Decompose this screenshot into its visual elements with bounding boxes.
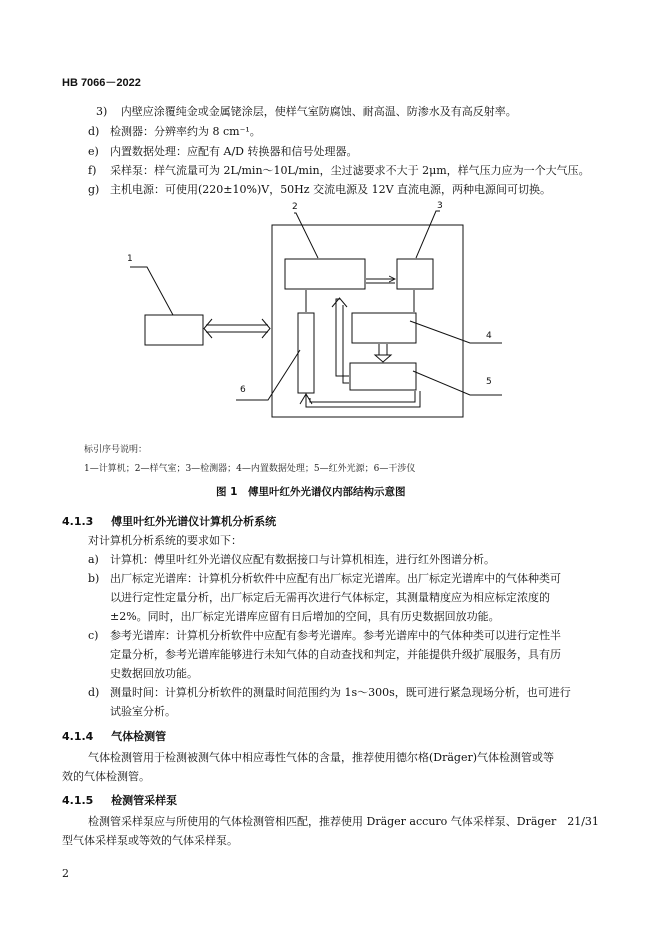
list-text: 参考光谱库：计算机分析软件中应配有参考光谱库。参考光谱库中的气体种类可以进行定性半 xyxy=(110,629,561,642)
paragraph-line: 型气体采样泵或等效的气体采样泵。 xyxy=(62,834,238,847)
paragraph-line: 效的气体检测管。 xyxy=(62,770,150,783)
section-title: 检测管采样泵 xyxy=(111,794,178,807)
list-item xyxy=(88,124,261,139)
list-text: 计算机：傅里叶红外光谱仪应配有数据接口与计算机相连，进行红外图谱分析。 xyxy=(110,553,495,566)
list-item xyxy=(88,163,590,178)
list-marker: a) xyxy=(88,553,99,566)
figure-caption: 图 1 傅里叶红外光谱仪内部结构示意图 xyxy=(216,486,406,498)
list-marker: b) xyxy=(88,572,100,585)
section-title: 气体检测管 xyxy=(111,730,167,743)
list-item xyxy=(88,685,571,700)
list-item xyxy=(88,628,561,643)
section-number: 4.1.5 xyxy=(62,794,94,807)
list-text: 史数据回放功能。 xyxy=(110,667,198,680)
label-6: 6 xyxy=(240,385,246,395)
list-marker: 3) xyxy=(96,105,108,118)
list-item xyxy=(88,552,495,567)
label-5: 5 xyxy=(486,377,492,387)
list-text: 主机电源：可使用(220±10%)V，50Hz 交流电源及 12V 直流电源，两种电源间可切换。 xyxy=(110,183,552,196)
list-marker: e) xyxy=(88,145,99,158)
paragraph-line: 气体检测管用于检测被测气体中相应毒性气体的含量，推荐使用德尔格(Dräger)气体检测管或等 xyxy=(88,751,555,764)
label-2: 2 xyxy=(292,202,298,212)
list-text: 以进行定性定量分析，出厂标定后无需再次进行气体标定，其测量精度应为相应标定浓度的 xyxy=(110,591,550,604)
detector-box xyxy=(397,259,433,289)
label-3: 3 xyxy=(437,201,443,211)
spectrometer-diagram xyxy=(0,195,662,445)
list-text: 采样泵：样气流量可为 2L/min～10L/min，尘过滤要求不大于 2μm，样气压力应为一个大气压。 xyxy=(110,164,590,177)
legend-title: 标引序号说明： xyxy=(84,445,148,455)
data-processing-box xyxy=(352,313,416,343)
section-number: 4.1.4 xyxy=(62,730,94,743)
ir-source-box xyxy=(350,363,416,390)
list-text: 出厂标定光谱库：计算机分析软件中应配有出厂标定光谱库。出厂标定光谱库中的气体种类可 xyxy=(110,572,561,585)
list-marker: d) xyxy=(88,125,100,138)
list-text: 内置数据处理：应配有 A/D 转换器和信号处理器。 xyxy=(110,145,358,158)
list-marker: d) xyxy=(88,686,100,699)
list-text: 检测器：分辨率约为 8 cm⁻¹。 xyxy=(110,125,261,138)
list-text: 测量时间：计算机分析软件的测量时间范围约为 1s～300s，既可进行紧急现场分析，也可进行 xyxy=(110,686,571,699)
paragraph-line: 检测管采样泵应与所使用的气体检测管相匹配，推荐使用 Dräger accuro 气体采样泵、Dräger 21/31 xyxy=(88,815,599,828)
label-4: 4 xyxy=(486,331,492,341)
label-1: 1 xyxy=(127,254,133,264)
list-marker: c) xyxy=(88,629,99,642)
instrument-housing xyxy=(272,225,463,417)
section-heading xyxy=(62,792,177,808)
section-heading xyxy=(62,728,166,744)
document-code: HB 7066－2022 xyxy=(62,77,141,89)
section-intro: 对计算机分析系统的要求如下： xyxy=(88,534,242,547)
page-number: 2 xyxy=(62,867,69,880)
list-item xyxy=(88,144,357,159)
interferometer-box xyxy=(298,313,314,393)
computer-box xyxy=(145,315,203,345)
section-title: 傅里叶红外光谱仪计算机分析系统 xyxy=(111,515,277,528)
sample-cell-box xyxy=(285,259,365,289)
legend-text: 1—计算机；2—样气室；3—检测器；4—内置数据处理；5—红外光源；6—干涉仪 xyxy=(84,464,416,474)
section-number: 4.1.3 xyxy=(62,515,94,528)
list-text: 试验室分析。 xyxy=(110,705,176,718)
list-text: 定量分析，参考光谱库能够进行未知气体的自动查找和判定，并能提供升级扩展服务，具有历 xyxy=(110,648,561,661)
list-marker: g) xyxy=(88,183,100,196)
list-item xyxy=(88,571,561,586)
list-marker: f) xyxy=(88,164,97,177)
list-text: ±2%。同时，出厂标定光谱库应留有日后增加的空间，具有历史数据回放功能。 xyxy=(110,610,500,623)
list-text: 内壁应涂覆纯金或金属铑涂层，使样气室防腐蚀、耐高温、防渗水及有高反射率。 xyxy=(120,105,517,118)
section-heading xyxy=(62,513,276,529)
list-item xyxy=(96,104,517,119)
